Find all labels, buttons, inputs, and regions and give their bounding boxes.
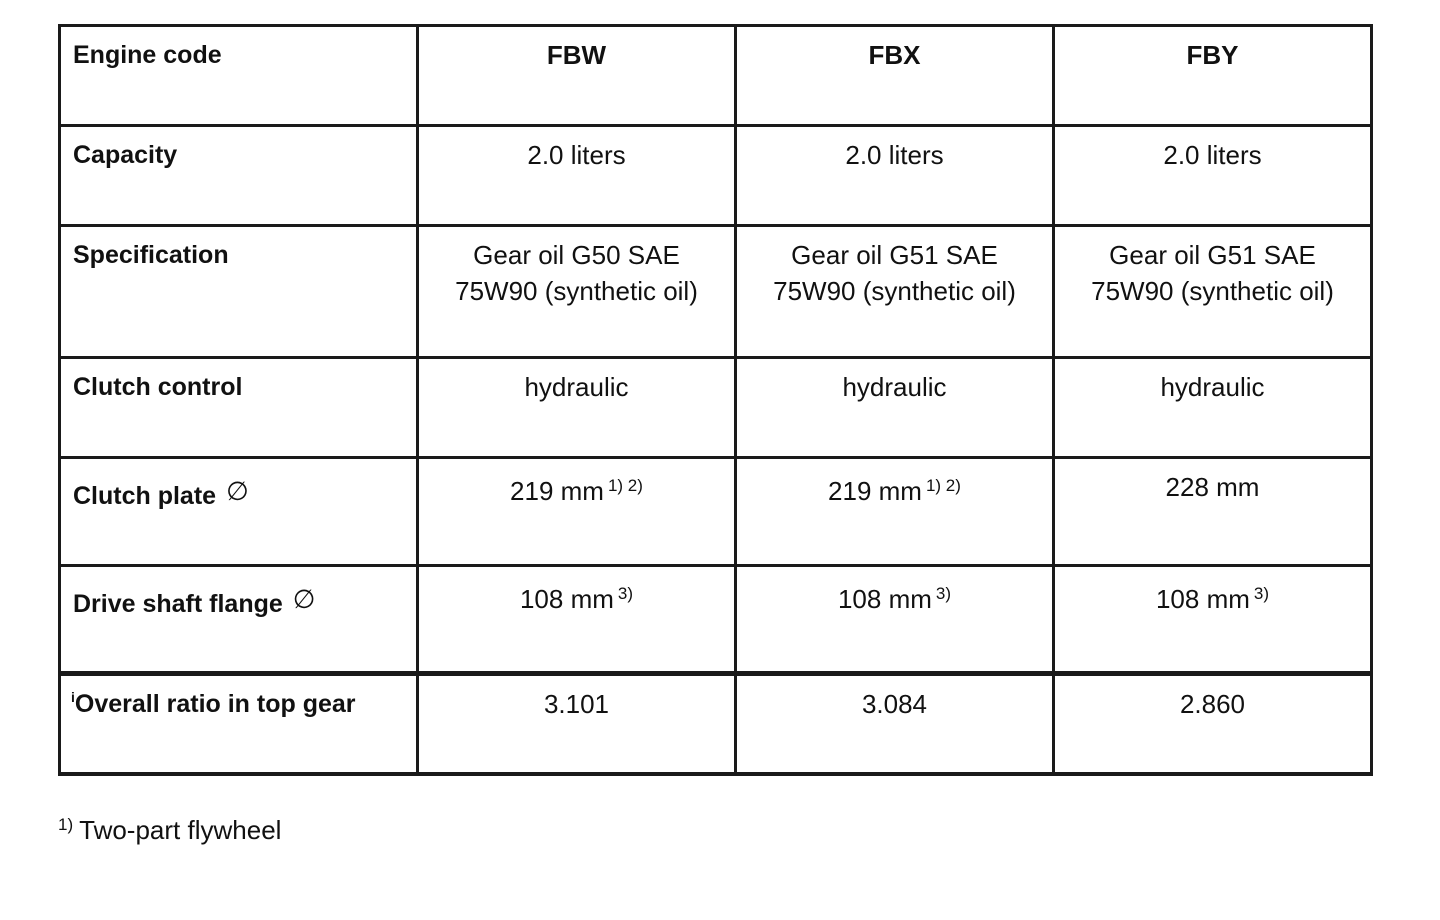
row-label-specification: Specification xyxy=(60,226,418,358)
clutch-plate-fbw: 219 mm $^{1) 2)}$ xyxy=(418,458,736,566)
overall-ratio-fbx: 3.084 xyxy=(736,674,1054,774)
table-row-clutch-plate xyxy=(60,458,1372,566)
row-label-overall-ratio: $^i$Overall ratio in top gear xyxy=(60,674,418,774)
footnote-1 xyxy=(58,812,281,848)
footnote-marker: 1) xyxy=(58,815,74,834)
table-header-row xyxy=(60,26,1372,126)
table-row-capacity xyxy=(60,126,1372,226)
row-label-drive-shaft-flange: Drive shaft flange ∅ xyxy=(60,566,418,674)
diameter-icon: ∅ xyxy=(226,476,249,506)
drive-shaft-flange-fbx: 108 mm $^{3)}$ xyxy=(736,566,1054,674)
footnote-ref: 1) 2) xyxy=(607,476,643,495)
clutch-plate-fbx: 219 mm $^{1) 2)}$ xyxy=(736,458,1054,566)
specification-fbx-line1: Gear oil G51 SAE xyxy=(791,240,998,270)
footnote-ref: 3) xyxy=(617,584,634,603)
specification-fbx-line2: 75W90 (synthetic oil) xyxy=(773,276,1016,306)
row-label-clutch-plate: Clutch plate ∅ xyxy=(60,458,418,566)
engine-code-label: Engine code xyxy=(60,26,418,126)
capacity-fby: 2.0 liters xyxy=(1054,126,1372,226)
table-row-overall-ratio xyxy=(60,674,1372,774)
specification-table xyxy=(58,24,1373,776)
capacity-fbw: 2.0 liters xyxy=(418,126,736,226)
specification-fbx xyxy=(736,226,1054,358)
specification-fbw xyxy=(418,226,736,358)
footnote-text: Two-part flywheel xyxy=(79,815,282,845)
capacity-fbx: 2.0 liters xyxy=(736,126,1054,226)
table-row-clutch-control xyxy=(60,358,1372,458)
specification-fbw-line1: Gear oil G50 SAE xyxy=(473,240,680,270)
engine-code-fby: FBY xyxy=(1054,26,1372,126)
specification-fby-line2: 75W90 (synthetic oil) xyxy=(1091,276,1334,306)
ratio-prefix: i xyxy=(71,689,75,705)
specification-fbw-line2: 75W90 (synthetic oil) xyxy=(455,276,698,306)
row-label-clutch-control: Clutch control xyxy=(60,358,418,458)
specification-fby-line1: Gear oil G51 SAE xyxy=(1109,240,1316,270)
engine-code-fbw: FBW xyxy=(418,26,736,126)
table-row-drive-shaft-flange xyxy=(60,566,1372,674)
table-row-specification xyxy=(60,226,1372,358)
specification-fby xyxy=(1054,226,1372,358)
clutch-plate-fby: 228 mm xyxy=(1054,458,1372,566)
footnote-ref: 3) xyxy=(1253,584,1270,603)
clutch-control-fbx: hydraulic xyxy=(736,358,1054,458)
overall-ratio-fbw: 3.101 xyxy=(418,674,736,774)
drive-shaft-flange-fby: 108 mm $^{3)}$ xyxy=(1054,566,1372,674)
overall-ratio-fby: 2.860 xyxy=(1054,674,1372,774)
row-label-capacity: Capacity xyxy=(60,126,418,226)
footnote-ref: 1) 2) xyxy=(925,476,961,495)
drive-shaft-flange-fbw: 108 mm $^{3)}$ xyxy=(418,566,736,674)
clutch-control-fbw: hydraulic xyxy=(418,358,736,458)
clutch-control-fby: hydraulic xyxy=(1054,358,1372,458)
diameter-icon: ∅ xyxy=(292,584,316,614)
engine-code-fbx: FBX xyxy=(736,26,1054,126)
footnote-ref: 3) xyxy=(935,584,952,603)
